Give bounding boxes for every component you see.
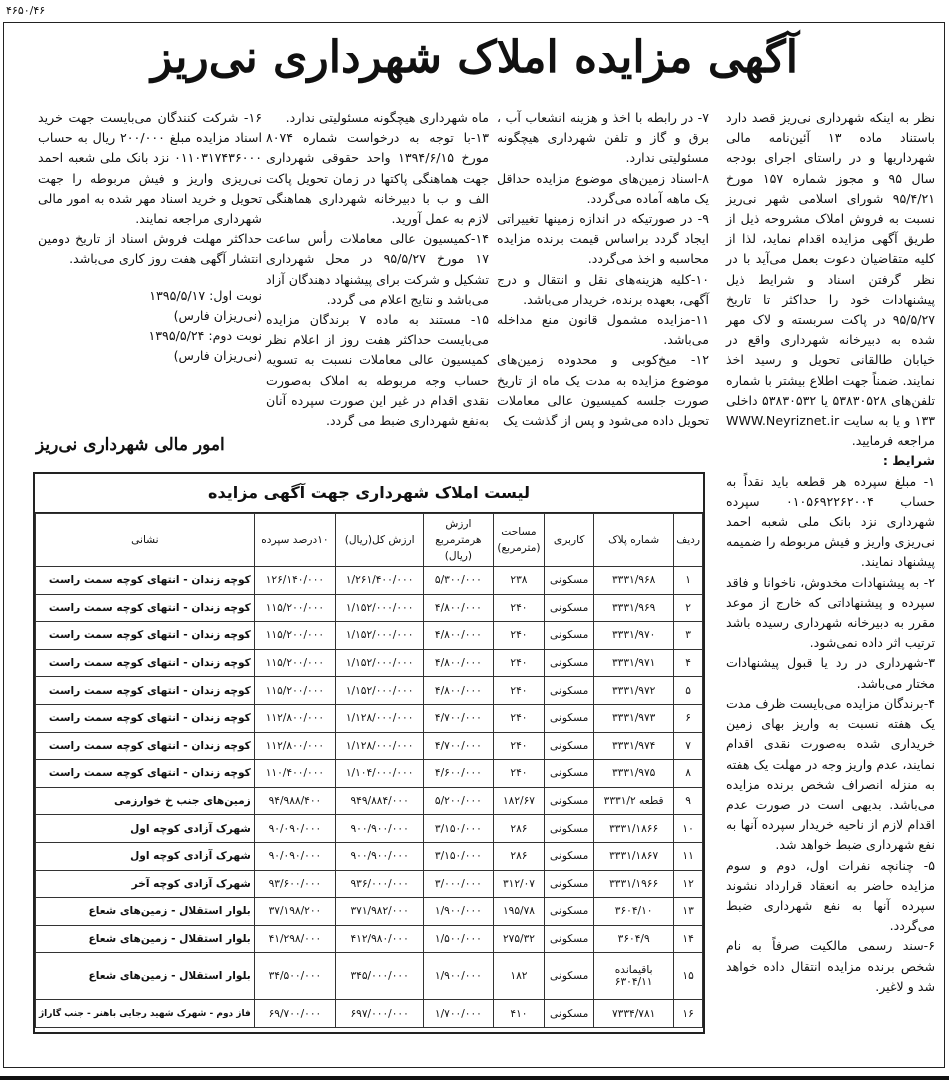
cell-address: بلوار استقلال - زمین‌های شعاع <box>36 925 255 953</box>
cell-area: ۴۱۰ <box>493 1000 545 1028</box>
header-plate: شماره پلاک <box>594 514 674 567</box>
condition-1: ۱- مبلغ سپرده هر قطعه باید نقداً به حساب ۰۱۰۵۶۹۲۲۶۲۰۰۴ سپرده شهرداری نزد بانک ملی شعبه احمد نی‌ریزی واریز و فیش مربوطه را ضمیمه پیشنهاد نمایند. <box>726 473 936 570</box>
table-row <box>36 622 703 650</box>
cell-deposit: ۱۱۵/۲۰۰/۰۰۰ <box>254 594 335 622</box>
cell-total-value: ۱/۲۶۱/۴۰۰/۰۰۰ <box>336 567 424 595</box>
cell-address: کوچه زندان - انتهای کوچه سمت راست <box>36 677 255 705</box>
cell-deposit: ۱۲۶/۱۴۰/۰۰۰ <box>254 567 335 595</box>
cell-area: ۲۴۰ <box>493 732 545 760</box>
cell-usage: مسکونی <box>545 594 594 622</box>
cell-price-per-m2: ۱/۷۰۰/۰۰۰ <box>424 1000 493 1028</box>
cell-row-number: ۳ <box>674 622 703 650</box>
cell-total-value: ۳۷۱/۹۸۲/۰۰۰ <box>336 898 424 926</box>
cell-deposit: ۱۱۰/۴۰۰/۰۰۰ <box>254 760 335 788</box>
cell-deposit: ۹۰/۰۹۰/۰۰۰ <box>254 815 335 843</box>
cell-price-per-m2: ۳/۱۵۰/۰۰۰ <box>424 842 493 870</box>
header-deposit: ۱۰درصد سپرده <box>254 514 335 567</box>
signature: امور مالی شهرداری نی‌ریز <box>36 435 225 455</box>
cell-area: ۲۴۰ <box>493 704 545 732</box>
header-row-number: ردیف <box>674 514 703 567</box>
cell-total-value: ۳۴۵/۰۰۰/۰۰۰ <box>336 953 424 1000</box>
cell-usage: مسکونی <box>545 898 594 926</box>
header-area: مساحت (مترمربع) <box>493 514 545 567</box>
notice-id: ۴۶۵۰/۴۶ <box>6 4 46 17</box>
table-row <box>36 898 703 926</box>
cell-plate-number: ۷۳۳۴/۷۸۱ <box>594 1000 674 1028</box>
cell-plate-number: باقیمانده ۶۳۰۴/۱۱ <box>594 953 674 1000</box>
cell-price-per-m2: ۴/۸۰۰/۰۰۰ <box>424 594 493 622</box>
table-title: لیست املاک شهرداری جهت آگهی مزایده <box>35 474 703 513</box>
column-conditions-7-12 <box>497 108 709 431</box>
cell-row-number: ۹ <box>674 787 703 815</box>
cell-address: بلوار استقلال - زمین‌های شعاع <box>36 898 255 926</box>
cell-deposit: ۹۰/۰۹۰/۰۰۰ <box>254 842 335 870</box>
cell-price-per-m2: ۵/۲۰۰/۰۰۰ <box>424 787 493 815</box>
cell-deposit: ۴۱/۲۹۸/۰۰۰ <box>254 925 335 953</box>
cell-address: کوچه زندان - انتهای کوچه سمت راست <box>36 649 255 677</box>
properties-table-box <box>33 472 705 1034</box>
cell-row-number: ۱۲ <box>674 870 703 898</box>
table-header-row <box>36 514 703 567</box>
cell-total-value: ۱/۱۵۲/۰۰۰/۰۰۰ <box>336 649 424 677</box>
first-publication: نوبت اول: ۱۳۹۵/۵/۱۷ <box>149 287 262 303</box>
cell-total-value: ۹۳۶/۰۰۰/۰۰۰ <box>336 870 424 898</box>
second-publication-paper: (نی‌ریزان فارس) <box>173 348 262 364</box>
cell-total-value: ۹۰۰/۹۰۰/۰۰۰ <box>336 815 424 843</box>
cell-price-per-m2: ۴/۷۰۰/۰۰۰ <box>424 704 493 732</box>
cell-plate-number: ۳۳۳۱/۹۷۳ <box>594 704 674 732</box>
cell-plate-number: ۳۳۳۱/۹۷۱ <box>594 649 674 677</box>
header-address: نشانی <box>36 514 255 567</box>
cell-price-per-m2: ۵/۳۰۰/۰۰۰ <box>424 567 493 595</box>
table-row <box>36 815 703 843</box>
cell-usage: مسکونی <box>545 704 594 732</box>
table-body <box>36 567 703 1028</box>
cell-row-number: ۵ <box>674 677 703 705</box>
cell-plate-number: ۳۳۳۱/۹۷۵ <box>594 760 674 788</box>
cell-area: ۲۷۵/۳۲ <box>493 925 545 953</box>
cell-price-per-m2: ۳/۰۰۰/۰۰۰ <box>424 870 493 898</box>
cell-address: شهرک آزادی کوچه آخر <box>36 870 255 898</box>
cell-price-per-m2: ۴/۶۰۰/۰۰۰ <box>424 760 493 788</box>
cell-area: ۱۸۲ <box>493 953 545 1000</box>
cell-total-value: ۴۱۲/۹۸۰/۰۰۰ <box>336 925 424 953</box>
cell-usage: مسکونی <box>545 649 594 677</box>
notice-title: آگهی مزایده املاک شهرداری نی‌ریز <box>151 32 798 83</box>
cell-price-per-m2: ۱/۹۰۰/۰۰۰ <box>424 898 493 926</box>
cell-price-per-m2: ۱/۹۰۰/۰۰۰ <box>424 953 493 1000</box>
second-publication: نوبت دوم: ۱۳۹۵/۵/۲۴ <box>148 328 262 344</box>
cell-deposit: ۳۴/۵۰۰/۰۰۰ <box>254 953 335 1000</box>
cell-total-value: ۱/۱۲۸/۰۰۰/۰۰۰ <box>336 732 424 760</box>
condition-5: ۵- چنانچه نفرات اول، دوم و سوم مزایده حاضر به انعقاد قرارداد نشوند سپرده آنها به نفع شهرداری ضبط می‌گردد. <box>726 857 935 934</box>
header-total-value: ارزش کل(ریال) <box>336 514 424 567</box>
cell-row-number: ۱۳ <box>674 898 703 926</box>
cell-total-value: ۹۰۰/۹۰۰/۰۰۰ <box>336 842 424 870</box>
cell-address: کوچه زندان - انتهای کوچه سمت راست <box>36 594 255 622</box>
cell-deposit: ۳۷/۱۹۸/۲۰۰ <box>254 898 335 926</box>
cell-usage: مسکونی <box>545 787 594 815</box>
cell-price-per-m2: ۱/۵۰۰/۰۰۰ <box>424 925 493 953</box>
column-conditions-13-15 <box>266 108 489 431</box>
cell-deposit: ۱۱۵/۲۰۰/۰۰۰ <box>254 649 335 677</box>
cell-area: ۳۱۲/۰۷ <box>493 870 545 898</box>
cell-plate-number: ۳۳۳۱/۱۸۶۶ <box>594 815 674 843</box>
cell-deposit: ۹۳/۶۰۰/۰۰۰ <box>254 870 335 898</box>
condition-13: ۱۳-با توجه به درخواست شماره ۸۰۷۴ مورخ ۱۳۹۴/۶/۱۵ واحد حقوقی شهرداری جهت هماهنگی پاکتها در زمان تحویل پاکت الف و ب با دبیرخانه شهرداری هماهنگی لازم به عمل آورید. <box>266 130 489 227</box>
cell-usage: مسکونی <box>545 760 594 788</box>
cell-address: کوچه زندان - انتهای کوچه سمت راست <box>36 567 255 595</box>
cell-address: کوچه زندان - انتهای کوچه سمت راست <box>36 622 255 650</box>
condition-11: ۱۱-مزایده مشمول قانون منع مداخله می‌باشد. <box>497 312 709 348</box>
cell-address: کوچه زندان - انتهای کوچه سمت راست <box>36 704 255 732</box>
cell-usage: مسکونی <box>545 953 594 1000</box>
cell-plate-number: قطعه ۳۳۳۱/۲ <box>594 787 674 815</box>
condition-9: ۹- در صورتیکه در اندازه زمینها تغییراتی ایجاد گردد براساس قیمت برنده مزایده محاسبه و اخذ می‌گردد. <box>497 211 709 267</box>
cell-deposit: ۱۱۲/۸۰۰/۰۰۰ <box>254 732 335 760</box>
cell-price-per-m2: ۴/۷۰۰/۰۰۰ <box>424 732 493 760</box>
cell-total-value: ۹۴۹/۸۸۴/۰۰۰ <box>336 787 424 815</box>
cell-usage: مسکونی <box>545 1000 594 1028</box>
first-publication-paper: (نی‌ریزان فارس) <box>173 307 262 323</box>
cell-address: شهرک آزادی کوچه اول <box>36 815 255 843</box>
column-condition-16 <box>38 108 262 366</box>
condition-12: ۱۲- میخ‌کوبی و محدوده زمین‌های موضوع مزایده به مدت یک ماه از تاریخ صورت جلسه کمیسیون عالی معاملات تحویل داده می‌شود و پس از گذشت یک <box>497 352 709 429</box>
cell-address: بلوار استقلال - زمین‌های شعاع <box>36 953 255 1000</box>
cell-usage: مسکونی <box>545 677 594 705</box>
cell-plate-number: ۳۳۳۱/۹۶۸ <box>594 567 674 595</box>
cell-address: کوچه زندان - انتهای کوچه سمت راست <box>36 760 255 788</box>
cell-address: شهرک آزادی کوچه اول <box>36 842 255 870</box>
cell-total-value: ۱/۱۵۲/۰۰۰/۰۰۰ <box>336 677 424 705</box>
cell-deposit: ۹۴/۹۸۸/۴۰۰ <box>254 787 335 815</box>
cell-plate-number: ۳۳۳۱/۹۷۲ <box>594 677 674 705</box>
table-row <box>36 567 703 595</box>
table-row <box>36 594 703 622</box>
cell-row-number: ۷ <box>674 732 703 760</box>
table-row <box>36 649 703 677</box>
cell-address: فاز دوم - شهرک شهید رجایی باهنر - جنب گاراژ <box>36 1000 255 1028</box>
cell-plate-number: ۳۳۳۱/۹۷۰ <box>594 622 674 650</box>
cell-plate-number: ۳۳۳۱/۱۸۶۷ <box>594 842 674 870</box>
cell-price-per-m2: ۴/۸۰۰/۰۰۰ <box>424 622 493 650</box>
cell-total-value: ۶۹۷/۰۰۰/۰۰۰ <box>336 1000 424 1028</box>
condition-3: ۳-شهرداری در رد یا قبول پیشنهادات مختار می‌باشد. <box>726 655 935 691</box>
cell-row-number: ۱ <box>674 567 703 595</box>
cell-usage: مسکونی <box>545 842 594 870</box>
cell-total-value: ۱/۱۵۲/۰۰۰/۰۰۰ <box>336 622 424 650</box>
cell-deposit: ۶۹/۷۰۰/۰۰۰ <box>254 1000 335 1028</box>
cell-plate-number: ۳۶۰۴/۱۰ <box>594 898 674 926</box>
cell-deposit: ۱۱۵/۲۰۰/۰۰۰ <box>254 677 335 705</box>
cell-area: ۲۸۶ <box>493 815 545 843</box>
column-intro-conditions <box>726 108 935 997</box>
cell-usage: مسکونی <box>545 732 594 760</box>
table-row <box>36 732 703 760</box>
cell-address: زمین‌های جنب خ خوارزمی <box>36 787 255 815</box>
properties-table <box>35 513 703 1028</box>
cell-total-value: ۱/۱۰۴/۰۰۰/۰۰۰ <box>336 760 424 788</box>
cell-address: کوچه زندان - انتهای کوچه سمت راست <box>36 732 255 760</box>
cell-deposit: ۱۱۲/۸۰۰/۰۰۰ <box>254 704 335 732</box>
table-row <box>36 704 703 732</box>
deadline-note: حداکثر مهلت فروش اسناد از تاریخ دومین انتشار آگهی هفت روز کاری می‌باشد. <box>38 231 262 267</box>
cell-row-number: ۸ <box>674 760 703 788</box>
table-row <box>36 760 703 788</box>
bottom-rule <box>0 1076 949 1080</box>
cell-area: ۱۸۲/۶۷ <box>493 787 545 815</box>
cell-total-value: ۱/۱۵۲/۰۰۰/۰۰۰ <box>336 594 424 622</box>
cell-usage: مسکونی <box>545 622 594 650</box>
cell-area: ۲۴۰ <box>493 649 545 677</box>
cell-area: ۲۴۰ <box>493 760 545 788</box>
condition-14: ۱۴-کمیسیون عالی معاملات رأس ساعت ۱۷ مورخ ۹۵/۵/۲۷ در محل شهرداری تشکیل و شرکت برای پیشنهاد دهندگان آزاد می‌باشد و نتایج اعلام می گردد. <box>266 231 489 307</box>
cell-usage: مسکونی <box>545 567 594 595</box>
condition-7: ۷- در رابطه با اخذ و هزینه انشعاب آب ، برق و گاز و تلفن شهرداری هیچگونه مسئولیتی ندارد. <box>497 110 709 166</box>
cell-price-per-m2: ۴/۸۰۰/۰۰۰ <box>424 677 493 705</box>
condition-16: ۱۶- شرکت کنندگان می‌بایست جهت خرید اسناد مزایده مبلغ ۲۰۰/۰۰۰ ریال به حساب ۰۱۱۰۳۱۷۴۳۶۰۰۰ نزد بانک ملی شعبه احمد نی‌ریزی واریز و فیش مربوطه را جهت تحویل و خرید اسناد مهر شده به امور مالی شهرداری مراجعه نمایند. <box>38 110 262 227</box>
conditions-heading: شرایط : <box>882 453 935 469</box>
cell-row-number: ۶ <box>674 704 703 732</box>
condition-6: ۶-سند رسمی مالکیت صرفاً به نام شخص برنده مزایده انتقال داده خواهد شد و لاغیر. <box>726 938 935 994</box>
cell-row-number: ۴ <box>674 649 703 677</box>
cell-area: ۱۹۵/۷۸ <box>493 898 545 926</box>
cell-area: ۲۳۸ <box>493 567 545 595</box>
cell-deposit: ۱۱۵/۲۰۰/۰۰۰ <box>254 622 335 650</box>
cell-usage: مسکونی <box>545 815 594 843</box>
condition-8: ۸-اسناد زمین‌های موضوع مزایده حداقل یک ماهه آماده می‌گردد. <box>497 170 709 206</box>
cell-plate-number: ۳۶۰۴/۹ <box>594 925 674 953</box>
header-price-per-m2: ارزش هرمترمربع (ریال) <box>424 514 493 567</box>
cell-row-number: ۱۵ <box>674 953 703 1000</box>
condition-4: ۴-برندگان مزایده می‌بایست ظرف مدت یک هفته نسبت به واریز بهای زمین خریداری شده به‌صورت نقدی اقدام نمایند، عدم واریز وجه در مهلت یک هفته به منزله انصراف شخص برنده مزایده می‌باشد. بدیهی است در صورت عدم اقدام لازم از ناحیه خریدار سپرده آنها به نفع شهرداری ضبط خواهد شد. <box>726 695 935 853</box>
cell-usage: مسکونی <box>545 925 594 953</box>
cell-row-number: ۱۰ <box>674 815 703 843</box>
condition-10: ۱۰-کلیه هزینه‌های نقل و انتقال و درج آگهی، بعهده برنده، خریدار می‌باشد. <box>497 271 709 307</box>
table-row <box>36 787 703 815</box>
table-row <box>36 925 703 953</box>
cell-plate-number: ۳۳۳۱/۹۶۹ <box>594 594 674 622</box>
cell-row-number: ۱۱ <box>674 842 703 870</box>
cell-area: ۲۴۰ <box>493 594 545 622</box>
cell-area: ۲۴۰ <box>493 677 545 705</box>
cell-area: ۲۴۰ <box>493 622 545 650</box>
cell-row-number: ۲ <box>674 594 703 622</box>
cell-total-value: ۱/۱۲۸/۰۰۰/۰۰۰ <box>336 704 424 732</box>
cell-plate-number: ۳۳۳۱/۱۹۶۶ <box>594 870 674 898</box>
cell-usage: مسکونی <box>545 870 594 898</box>
cell-row-number: ۱۶ <box>674 1000 703 1028</box>
cell-row-number: ۱۴ <box>674 925 703 953</box>
cell-price-per-m2: ۴/۸۰۰/۰۰۰ <box>424 649 493 677</box>
table-row <box>36 870 703 898</box>
cell-plate-number: ۳۳۳۱/۹۷۴ <box>594 732 674 760</box>
intro-paragraph: نظر به اینکه شهرداری نی‌ریز قصد دارد باستناد ماده ۱۳ آئین‌نامه مالی شهرداریها و در راستای اجرای بودجه سال ۹۵ و مجوز شماره ۱۵۷ مورخ ۹۵/۴/۲۱ شورای اسلامی شهر نی‌ریز نسبت به فروش املاک مشروحه ذیل از طریق آگهی مزایده اقدام نماید، لذا از کلیه متقاضیان دعوت بعمل می‌آید با در نظر گرفتن اسناد و شرایط ذیل پیشنهادات خود را حداکثر تا تاریخ ۹۵/۵/۲۷ در پاکت سربسته و لاک مهر شده به دبیرخانه شهرداری واقع در خیابان طالقانی تحویل و رسید اخذ نمایند. ضمناً جهت اطلاع بیشتر با شماره تلفن‌های ۵۳۸۳۰۵۲۸ یا ۵۳۸۳۰۵۳۲ داخلی ۱۳۳ و یا به سایت WWW.Neyriznet.ir مراجعه فرمایید. <box>726 110 935 449</box>
header-usage: کاربری <box>545 514 594 567</box>
table-row <box>36 842 703 870</box>
table-row <box>36 677 703 705</box>
condition-2: ۲- به پیشنهادات مخدوش، ناخوانا و فاقد سپرده و پیشنهاداتی که خارج از موعد مقرر به دبیرخانه شهرداری رسیده باشد ترتیب اثر داده نمی‌شود. <box>726 574 935 651</box>
condition-12-cont: ماه شهرداری هیچگونه مسئولیتی ندارد. <box>285 110 489 125</box>
cell-area: ۲۸۶ <box>493 842 545 870</box>
table-row <box>36 953 703 1000</box>
cell-price-per-m2: ۳/۱۵۰/۰۰۰ <box>424 815 493 843</box>
condition-15: ۱۵- مستند به ماده ۷ برندگان مزایده می‌بایست حداکثر هفت روز از اعلام نظر کمیسیون عالی معاملات نسبت به تسویه حساب وجه مربوطه به املاک به‌صورت نقدی اقدام در غیر این صورت سپرده آنان به‌نفع شهرداری ضبط می گردد. <box>266 312 489 429</box>
table-row <box>36 1000 703 1028</box>
